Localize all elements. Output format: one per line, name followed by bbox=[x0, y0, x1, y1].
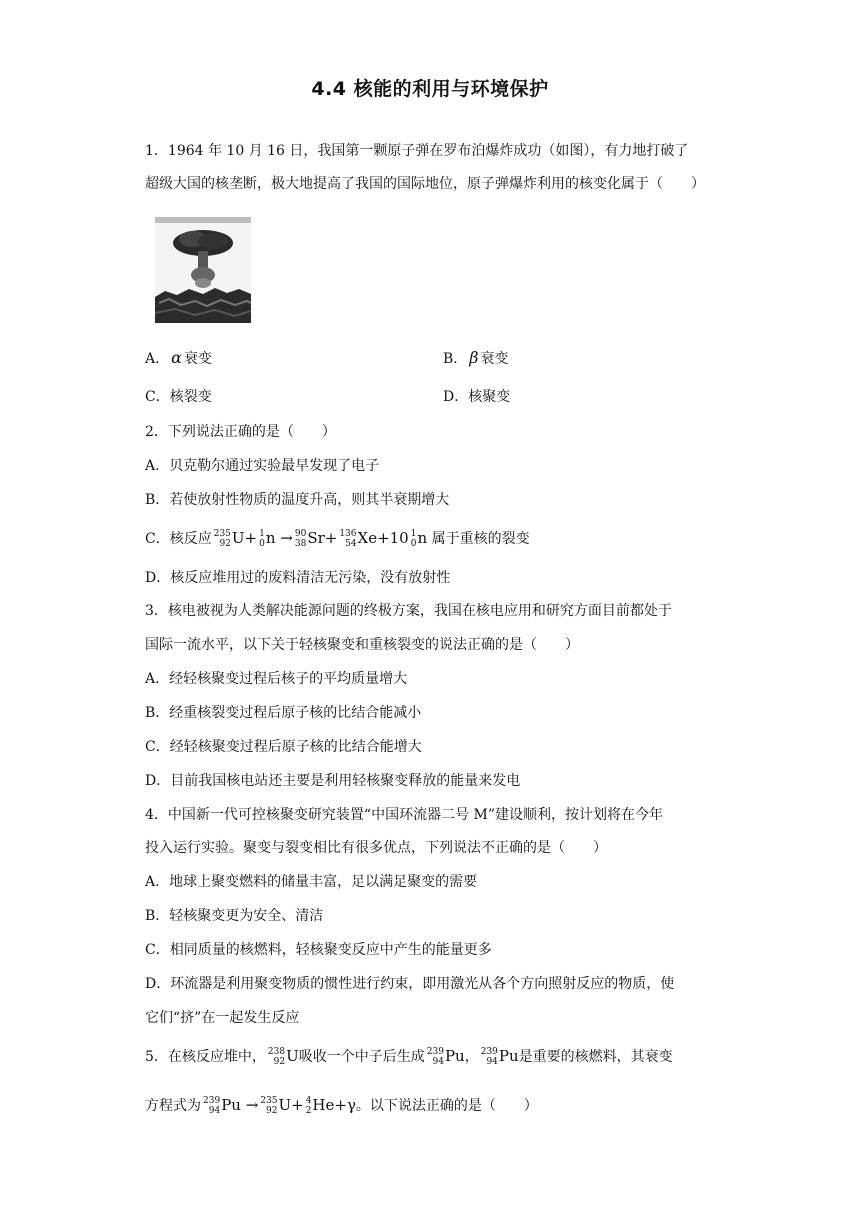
q5-comma: ， bbox=[464, 1049, 479, 1065]
u-symbol: U+ bbox=[231, 529, 258, 547]
q5-line-1-suffix: 是重要的核燃料，其衰变 bbox=[518, 1049, 673, 1065]
q1-option-d[interactable]: D．核聚变 bbox=[443, 389, 511, 405]
q1-option-c[interactable]: C．核裂变 bbox=[145, 389, 212, 405]
q5-stem-line-2 bbox=[145, 1095, 538, 1116]
q2-option-a[interactable]: A．贝克勒尔通过实验最早发现了电子 bbox=[145, 458, 380, 474]
q4-option-a[interactable]: A．地球上聚变燃料的储量丰富，足以满足聚变的需要 bbox=[145, 874, 478, 890]
q3-option-d[interactable]: D．目前我国核电站还主要是利用轻核聚变释放的能量来发电 bbox=[145, 773, 521, 789]
q1-option-b[interactable] bbox=[443, 348, 509, 369]
pu239-isotope-numbers-3: 239 94 bbox=[203, 1096, 221, 1116]
neutron2-isotope-numbers: 1 0 bbox=[410, 529, 417, 549]
q4-option-c[interactable]: C．相同质量的核燃料，轻核聚变反应中产生的能量更多 bbox=[145, 942, 492, 958]
pu-symbol-2: Pu bbox=[498, 1047, 519, 1065]
q2-option-c-suffix: 属于重核的裂变 bbox=[431, 531, 530, 547]
pu-symbol-3: Pu → bbox=[221, 1096, 259, 1114]
q1-option-b-prefix: B． bbox=[443, 351, 468, 367]
q2-option-b[interactable]: B．若使放射性物质的温度升高，则其半衰期增大 bbox=[145, 492, 450, 508]
q3-stem-line-1: 3．核电被视为人类解决能源问题的终极方案，我国在核电应用和研究方面目前都处于 bbox=[145, 603, 672, 619]
q1-option-a-prefix: A． bbox=[145, 351, 170, 367]
q3-option-b[interactable]: B．经重核裂变过程后原子核的比结合能减小 bbox=[145, 705, 422, 721]
u235-isotope-numbers-2: 235 92 bbox=[260, 1096, 278, 1116]
page-title: 4.4 核能的利用与环境保护 bbox=[311, 78, 549, 100]
q1-option-b-text: 衰变 bbox=[480, 351, 509, 367]
q3-stem-line-2: 国际一流水平，以下关于轻核聚变和重核裂变的说法正确的是（ ） bbox=[145, 637, 579, 653]
q5-line-1-mid: 吸收一个中子后生成 bbox=[298, 1049, 425, 1065]
alpha-symbol: α bbox=[171, 348, 182, 367]
atomic-bomb-photo bbox=[155, 217, 251, 323]
pu-symbol: Pu bbox=[444, 1047, 465, 1065]
q2-option-c[interactable] bbox=[145, 528, 530, 549]
q1-stem-line-2: 超级大国的核垄断，极大地提高了我国的国际地位，原子弹爆炸利用的核变化属于（ ） bbox=[145, 176, 705, 192]
sr-symbol: Sr+ bbox=[307, 529, 338, 547]
he-symbol: He+γ bbox=[312, 1096, 356, 1114]
q5-line-2-suffix: 。以下说法正确的是（ ） bbox=[355, 1098, 538, 1114]
he4-isotope-numbers: 4 2 bbox=[305, 1096, 312, 1116]
q5-line-1-prefix: 5．在核反应堆中， bbox=[145, 1049, 266, 1065]
u235-isotope-numbers: 235 92 bbox=[213, 529, 231, 549]
q4-stem-line-2: 投入运行实验。聚变与裂变相比有很多优点，下列说法不正确的是（ ） bbox=[145, 840, 607, 856]
beta-symbol: β bbox=[469, 348, 479, 367]
pu239-isotope-numbers: 239 94 bbox=[426, 1047, 444, 1067]
q4-option-b[interactable]: B．轻核聚变更为安全、清洁 bbox=[145, 908, 324, 924]
q1-option-a[interactable] bbox=[145, 348, 212, 369]
sr90-isotope-numbers: 90 38 bbox=[294, 529, 307, 549]
u238-isotope-numbers: 238 92 bbox=[267, 1047, 286, 1067]
u-symbol-2: U+ bbox=[278, 1096, 304, 1114]
neutron2-symbol: n bbox=[417, 529, 428, 547]
xe136-isotope-numbers: 136 54 bbox=[339, 529, 357, 549]
neutron-isotope-numbers: 1 0 bbox=[259, 529, 265, 549]
q3-option-c[interactable]: C．经轻核聚变过程后原子核的比结合能增大 bbox=[145, 739, 422, 755]
u-symbol: U bbox=[286, 1047, 299, 1065]
q5-line-2-prefix: 方程式为 bbox=[145, 1098, 201, 1114]
q2-stem: 2．下列说法正确的是（ ） bbox=[145, 424, 336, 440]
q1-option-a-text: 衰变 bbox=[183, 351, 212, 367]
q4-option-d-line-2: 它们“挤”在一起发生反应 bbox=[145, 1010, 300, 1026]
q4-stem-line-1: 4．中国新一代可控核聚变研究装置“中国环流器二号 M”建设顺利，按计划将在今年 bbox=[145, 807, 664, 823]
q5-stem-line-1 bbox=[145, 1046, 673, 1067]
q1-stem-line-1: 1．1964 年 10 月 16 日，我国第一颗原子弹在罗布泊爆炸成功（如图），有力地打破了 bbox=[145, 143, 689, 159]
pu239-isotope-numbers-2: 239 94 bbox=[480, 1047, 498, 1067]
xe-symbol: Xe+10 bbox=[357, 529, 409, 547]
neutron-symbol: n → bbox=[265, 529, 293, 547]
q2-option-d[interactable]: D．核反应堆用过的废料清洁无污染，没有放射性 bbox=[145, 570, 451, 586]
q2-option-c-prefix: C．核反应 bbox=[145, 531, 212, 547]
q3-option-a[interactable]: A．经轻核聚变过程后核子的平均质量增大 bbox=[145, 671, 408, 687]
q4-option-d-line-1[interactable]: D．环流器是利用聚变物质的惯性进行约束，即用激光从各个方向照射反应的物质，使 bbox=[145, 976, 675, 992]
